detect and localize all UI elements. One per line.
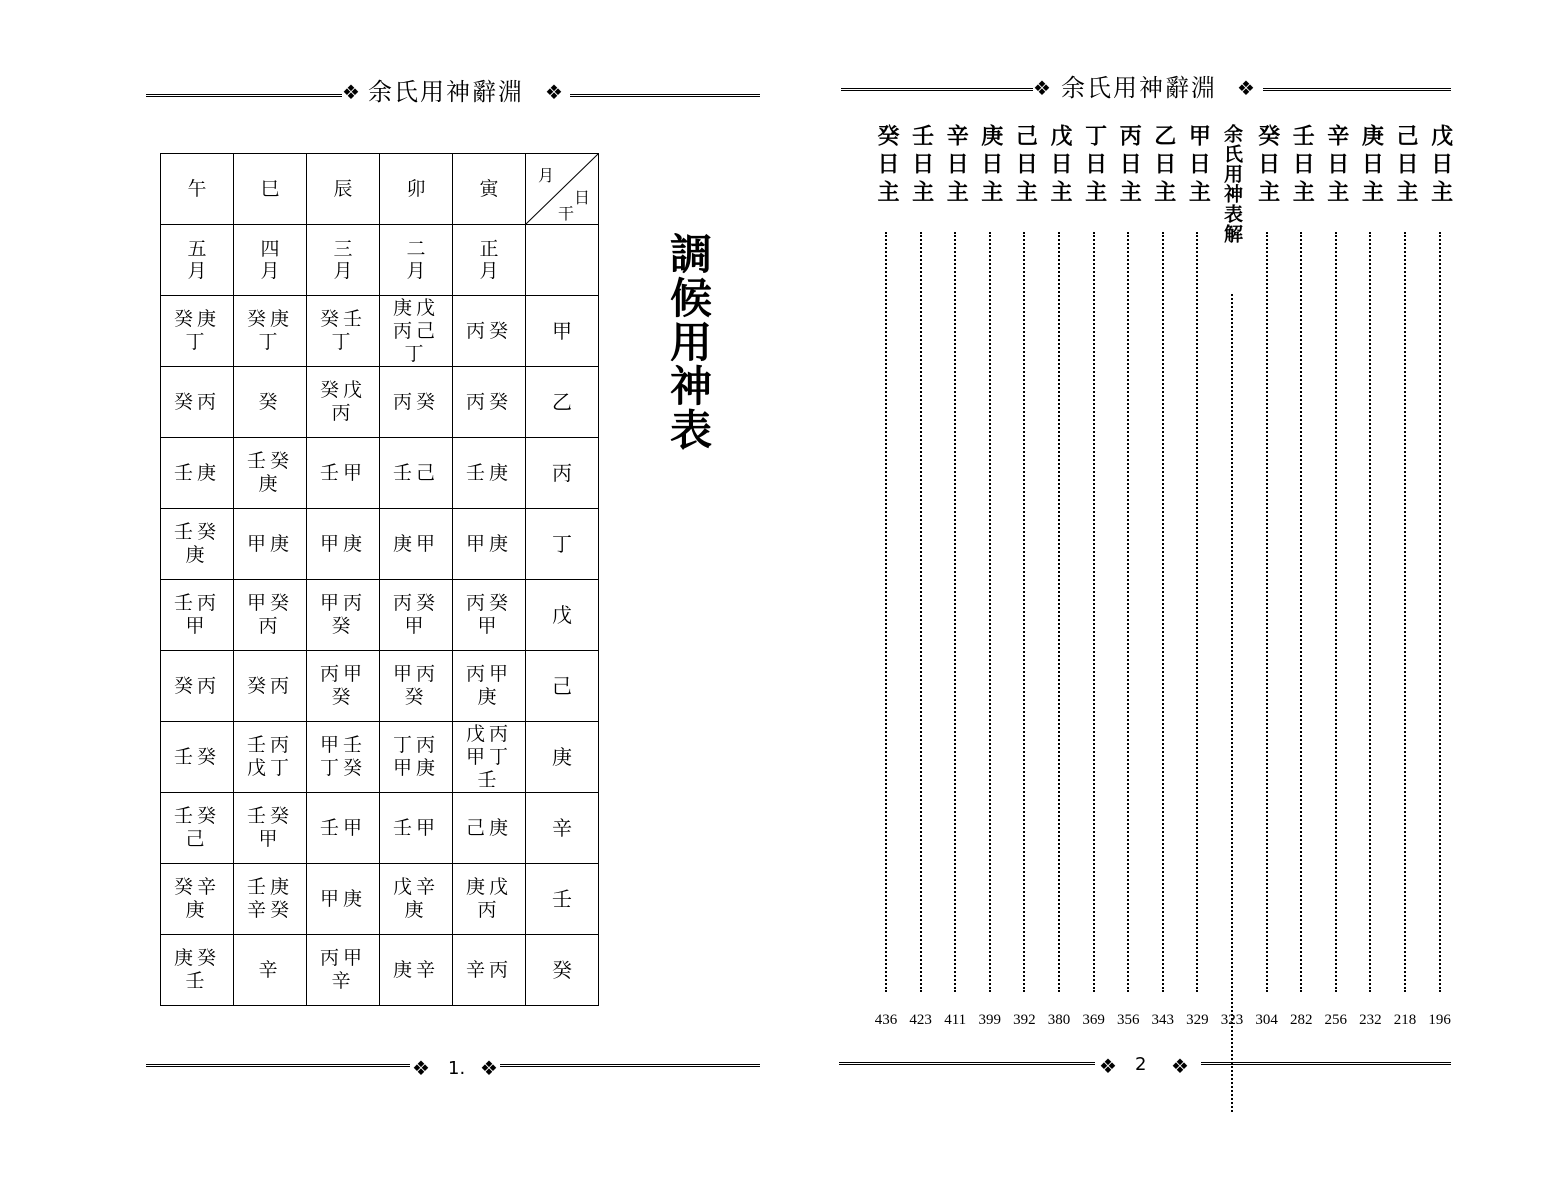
stem-cell: 壬 bbox=[526, 864, 599, 935]
table-row bbox=[161, 864, 599, 935]
table-cell bbox=[380, 864, 453, 935]
stem-cell: 丙 bbox=[526, 438, 599, 509]
toc-leader-dots bbox=[1335, 232, 1339, 992]
toc-label: 壬日主 bbox=[908, 124, 934, 208]
toc-page-number: 218 bbox=[1393, 1012, 1417, 1028]
table-cell bbox=[453, 580, 526, 651]
table-row bbox=[161, 793, 599, 864]
toc-page-number: 329 bbox=[1186, 1012, 1209, 1028]
cell-text: 壬庚辛癸 bbox=[246, 876, 293, 921]
toc-page-number: 411 bbox=[944, 1012, 967, 1028]
toc-entry[interactable] bbox=[1284, 124, 1318, 1028]
table-cell bbox=[307, 793, 380, 864]
table-cell bbox=[307, 580, 380, 651]
branch-cell: 卯 bbox=[380, 154, 453, 225]
toc-entry[interactable] bbox=[1353, 124, 1387, 1028]
cell-text: 甲庚 bbox=[319, 887, 366, 910]
table-cell bbox=[453, 864, 526, 935]
cell-text: 甲庚 bbox=[319, 532, 366, 555]
toc-label: 戊日主 bbox=[1427, 124, 1453, 208]
toc-entry[interactable] bbox=[1250, 124, 1284, 1028]
toc-leader-dots bbox=[1439, 232, 1443, 992]
toc-label: 甲日主 bbox=[1185, 124, 1211, 208]
cell-text: 丙癸 bbox=[465, 319, 512, 342]
table-cell bbox=[234, 864, 307, 935]
cell-text: 癸庚丁 bbox=[246, 308, 293, 353]
stem-cell: 己 bbox=[526, 651, 599, 722]
table-cell bbox=[380, 651, 453, 722]
toc-leader-dots bbox=[1162, 232, 1166, 992]
cell-text: 甲丙癸 bbox=[319, 592, 366, 637]
cell-text: 癸丙 bbox=[173, 674, 220, 697]
cell-text: 癸 bbox=[258, 390, 282, 413]
toc-label: 庚日主 bbox=[1358, 124, 1384, 208]
toc-label: 庚日主 bbox=[977, 124, 1003, 208]
table-cell bbox=[307, 935, 380, 1006]
cell-text: 丙癸甲 bbox=[465, 592, 512, 637]
table-cell bbox=[161, 935, 234, 1006]
toc-entry[interactable] bbox=[904, 124, 938, 1028]
table-cell bbox=[234, 722, 307, 793]
toc-page-number: 256 bbox=[1324, 1012, 1348, 1028]
toc-page-number: 323 bbox=[1220, 1012, 1244, 1028]
table-cell bbox=[161, 509, 234, 580]
table-cell bbox=[161, 722, 234, 793]
cell-text: 壬癸 bbox=[173, 745, 220, 768]
cell-text: 壬丙甲 bbox=[173, 592, 220, 637]
branch-row bbox=[161, 154, 599, 225]
toc-leader-dots bbox=[1127, 232, 1131, 992]
table-cell bbox=[380, 580, 453, 651]
branch-cell: 辰 bbox=[307, 154, 380, 225]
footer-rule-left bbox=[146, 1064, 410, 1072]
table-cell bbox=[453, 438, 526, 509]
table-cell bbox=[234, 509, 307, 580]
cell-text: 丙癸甲 bbox=[392, 592, 439, 637]
cell-text: 壬癸庚 bbox=[173, 521, 220, 566]
table-cell bbox=[307, 509, 380, 580]
toc-label: 己日主 bbox=[1393, 124, 1418, 208]
table-cell bbox=[161, 580, 234, 651]
toc-entry[interactable] bbox=[973, 124, 1007, 1028]
table-row bbox=[161, 367, 599, 438]
toc-entry[interactable] bbox=[1215, 124, 1249, 1028]
table-cell bbox=[453, 935, 526, 1006]
cell-text: 丙甲癸 bbox=[319, 663, 366, 708]
cell-text: 壬甲 bbox=[319, 816, 366, 839]
header-rule-right bbox=[1263, 88, 1451, 96]
cell-text: 癸戊丙 bbox=[319, 379, 366, 424]
cell-text: 壬庚 bbox=[173, 461, 220, 484]
toc-page-number: 196 bbox=[1428, 1012, 1451, 1028]
table-cell bbox=[380, 296, 453, 367]
table-row bbox=[161, 722, 599, 793]
cell-text: 庚戊丙己丁 bbox=[392, 296, 439, 365]
month-cell bbox=[234, 225, 307, 296]
table-cell bbox=[234, 651, 307, 722]
branch-cell: 午 bbox=[161, 154, 234, 225]
month-label: 四月 bbox=[260, 237, 280, 282]
endless-knot-icon: ❖ bbox=[1033, 76, 1051, 100]
cell-text: 壬己 bbox=[392, 461, 439, 484]
cell-text: 庚癸壬 bbox=[173, 947, 220, 992]
toc-entry[interactable] bbox=[1423, 124, 1457, 1028]
table-cell bbox=[380, 793, 453, 864]
table-row bbox=[161, 651, 599, 722]
cell-text: 丙甲辛 bbox=[319, 947, 366, 992]
table-cell bbox=[380, 438, 453, 509]
footer-rule-right bbox=[500, 1064, 760, 1072]
month-cell bbox=[161, 225, 234, 296]
toc-entry[interactable] bbox=[869, 124, 903, 1028]
table-row bbox=[161, 296, 599, 367]
toc-entry[interactable] bbox=[1146, 124, 1180, 1028]
toc-page-number: 282 bbox=[1289, 1012, 1313, 1028]
toc-entry[interactable] bbox=[1180, 124, 1214, 1028]
toc-page-number: 369 bbox=[1082, 1012, 1105, 1028]
month-cell bbox=[380, 225, 453, 296]
stem-cell: 乙 bbox=[526, 367, 599, 438]
cell-text: 甲壬丁癸 bbox=[319, 734, 366, 779]
right-page bbox=[775, 0, 1550, 1184]
table-cell bbox=[453, 509, 526, 580]
toc-entry[interactable] bbox=[1111, 124, 1145, 1028]
toc-page-number: 343 bbox=[1151, 1012, 1175, 1028]
table-row bbox=[161, 509, 599, 580]
toc-label: 丁日主 bbox=[1081, 124, 1107, 208]
toc-label: 辛日主 bbox=[943, 124, 969, 208]
header-rule-left bbox=[146, 94, 342, 102]
stem-cell: 戊 bbox=[526, 580, 599, 651]
table-cell bbox=[380, 509, 453, 580]
toc-entry[interactable] bbox=[1388, 124, 1422, 1028]
month-label: 五月 bbox=[187, 237, 207, 282]
endless-knot-icon: ❖ bbox=[1237, 76, 1255, 100]
toc-label: 余氏用神表解 bbox=[1221, 124, 1243, 244]
table-row bbox=[161, 935, 599, 1006]
toc-leader-dots bbox=[1300, 232, 1304, 992]
corner-day-label: 日 bbox=[573, 188, 590, 207]
toc-page-number: 232 bbox=[1359, 1012, 1382, 1028]
page-number: 1. bbox=[448, 1058, 466, 1079]
table-cell bbox=[453, 651, 526, 722]
table-cell bbox=[307, 864, 380, 935]
cell-text: 癸丙 bbox=[173, 390, 220, 413]
cell-text: 壬癸己 bbox=[173, 805, 220, 850]
endless-knot-icon: ❖ bbox=[545, 80, 563, 104]
table-cell bbox=[307, 722, 380, 793]
toc-leader-dots bbox=[1058, 232, 1062, 992]
month-row bbox=[161, 225, 599, 296]
corner-cell bbox=[526, 154, 599, 225]
table-cell bbox=[380, 935, 453, 1006]
toc-leader-dots bbox=[1369, 232, 1373, 992]
cell-text: 己庚 bbox=[465, 816, 512, 839]
toc-label: 乙日主 bbox=[1150, 124, 1176, 208]
cell-text: 甲癸丙 bbox=[246, 592, 293, 637]
branch-cell: 巳 bbox=[234, 154, 307, 225]
toc-leader-dots bbox=[1404, 232, 1408, 992]
cell-text: 甲庚 bbox=[465, 532, 512, 555]
table-cell bbox=[453, 296, 526, 367]
cell-text: 癸丙 bbox=[246, 674, 293, 697]
page-title: 調候用神表 bbox=[664, 232, 713, 452]
toc-entry[interactable] bbox=[938, 124, 972, 1028]
toc-label: 丙日主 bbox=[1116, 124, 1142, 208]
month-label: 三月 bbox=[333, 237, 353, 282]
endless-knot-icon: ❖ bbox=[1099, 1054, 1117, 1078]
stem-cell: 甲 bbox=[526, 296, 599, 367]
table-cell bbox=[161, 864, 234, 935]
corner-gan-label: 干 bbox=[558, 204, 575, 223]
corner-month-label: 月 bbox=[538, 166, 555, 185]
stem-cell: 丁 bbox=[526, 509, 599, 580]
cell-text: 壬癸甲 bbox=[246, 805, 293, 850]
month-cell bbox=[307, 225, 380, 296]
cell-text: 癸庚丁 bbox=[173, 308, 220, 353]
header-rule-right bbox=[570, 94, 760, 102]
table-cell bbox=[234, 438, 307, 509]
cell-text: 庚戊丙 bbox=[465, 876, 512, 921]
toc-label: 壬日主 bbox=[1289, 124, 1315, 208]
header-title: 余氏用神辭淵 bbox=[1061, 74, 1217, 102]
table-cell bbox=[161, 367, 234, 438]
toc-entry[interactable] bbox=[1042, 124, 1076, 1028]
toc-leader-dots bbox=[920, 232, 924, 992]
toc-label: 戊日主 bbox=[1047, 124, 1072, 208]
cell-text: 壬丙戊丁 bbox=[246, 734, 293, 779]
toc-page-number: 392 bbox=[1013, 1012, 1036, 1028]
toc-page-number: 304 bbox=[1255, 1012, 1278, 1028]
cell-text: 戊辛庚 bbox=[392, 876, 439, 921]
footer-rule-right bbox=[1201, 1062, 1451, 1070]
endless-knot-icon: ❖ bbox=[1171, 1054, 1189, 1078]
month-cell bbox=[453, 225, 526, 296]
table-cell bbox=[234, 580, 307, 651]
cell-text: 辛丙 bbox=[465, 958, 512, 981]
page-number: 2 bbox=[1135, 1054, 1147, 1075]
table-cell bbox=[307, 367, 380, 438]
month-label: 二月 bbox=[406, 237, 426, 282]
cell-text: 丁丙甲庚 bbox=[392, 734, 439, 779]
table-cell bbox=[161, 793, 234, 864]
toc-leader-dots bbox=[1196, 232, 1200, 992]
stem-cell: 庚 bbox=[526, 722, 599, 793]
toc-label: 癸日主 bbox=[874, 124, 899, 208]
toc-page-number: 380 bbox=[1047, 1012, 1071, 1028]
cell-text: 辛 bbox=[258, 958, 282, 981]
toc-label: 辛日主 bbox=[1323, 124, 1349, 208]
toc-label: 癸日主 bbox=[1254, 124, 1280, 208]
cell-text: 甲庚 bbox=[246, 532, 293, 555]
toc-page-number: 399 bbox=[978, 1012, 1002, 1028]
toc-page-number: 436 bbox=[874, 1012, 898, 1028]
table-cell bbox=[161, 438, 234, 509]
toc-leader-dots bbox=[885, 232, 889, 992]
table-cell bbox=[234, 296, 307, 367]
toc-leader-dots bbox=[1093, 232, 1097, 992]
stem-cell: 辛 bbox=[526, 793, 599, 864]
table-cell bbox=[307, 651, 380, 722]
table-cell bbox=[453, 367, 526, 438]
toc-leader-dots bbox=[1231, 294, 1235, 1112]
toc-leader-dots bbox=[989, 232, 993, 992]
cell-text: 丙甲庚 bbox=[465, 663, 512, 708]
cell-text: 庚辛 bbox=[392, 958, 439, 981]
header-rule-left bbox=[841, 88, 1033, 96]
header-title: 余氏用神辭淵 bbox=[368, 78, 524, 106]
endless-knot-icon: ❖ bbox=[412, 1056, 430, 1080]
cell-text: 丙癸 bbox=[465, 390, 512, 413]
table-cell bbox=[380, 722, 453, 793]
cell-text: 庚甲 bbox=[392, 532, 439, 555]
toc-page-number: 356 bbox=[1116, 1012, 1140, 1028]
endless-knot-icon: ❖ bbox=[342, 80, 360, 104]
table-cell bbox=[380, 367, 453, 438]
table-cell bbox=[453, 722, 526, 793]
toc-entry[interactable] bbox=[1007, 124, 1041, 1028]
endless-knot-icon: ❖ bbox=[480, 1056, 498, 1080]
stem-cell: 癸 bbox=[526, 935, 599, 1006]
table-cell bbox=[307, 438, 380, 509]
table-cell bbox=[234, 367, 307, 438]
branch-cell: 寅 bbox=[453, 154, 526, 225]
cell-text: 壬甲 bbox=[392, 816, 439, 839]
cell-text: 壬癸庚 bbox=[246, 450, 293, 495]
toc-leader-dots bbox=[1266, 232, 1270, 992]
footer-rule-left bbox=[839, 1062, 1095, 1070]
cell-text: 壬甲 bbox=[319, 461, 366, 484]
toc-entry[interactable] bbox=[1319, 124, 1353, 1028]
toc-leader-dots bbox=[1023, 232, 1027, 992]
table-cell bbox=[234, 793, 307, 864]
table-cell bbox=[307, 296, 380, 367]
month-label: 正月 bbox=[479, 237, 499, 282]
cell-text: 戊丙甲丁壬 bbox=[465, 722, 512, 791]
empty-cell bbox=[526, 225, 599, 296]
cell-text: 壬庚 bbox=[465, 461, 512, 484]
toc-leader-dots bbox=[954, 232, 958, 992]
table-cell bbox=[234, 935, 307, 1006]
table-cell bbox=[161, 651, 234, 722]
cell-text: 丙癸 bbox=[392, 390, 439, 413]
cell-text: 癸辛庚 bbox=[173, 876, 220, 921]
toc-page-number: 423 bbox=[909, 1012, 932, 1028]
table-cell bbox=[161, 296, 234, 367]
tiaohou-table bbox=[160, 153, 599, 1006]
cell-text: 甲丙癸 bbox=[392, 663, 439, 708]
table-row bbox=[161, 580, 599, 651]
toc-label: 己日主 bbox=[1012, 124, 1038, 208]
table-row bbox=[161, 438, 599, 509]
cell-text: 癸壬丁 bbox=[319, 308, 366, 353]
table-cell bbox=[453, 793, 526, 864]
toc-entry[interactable] bbox=[1077, 124, 1111, 1028]
